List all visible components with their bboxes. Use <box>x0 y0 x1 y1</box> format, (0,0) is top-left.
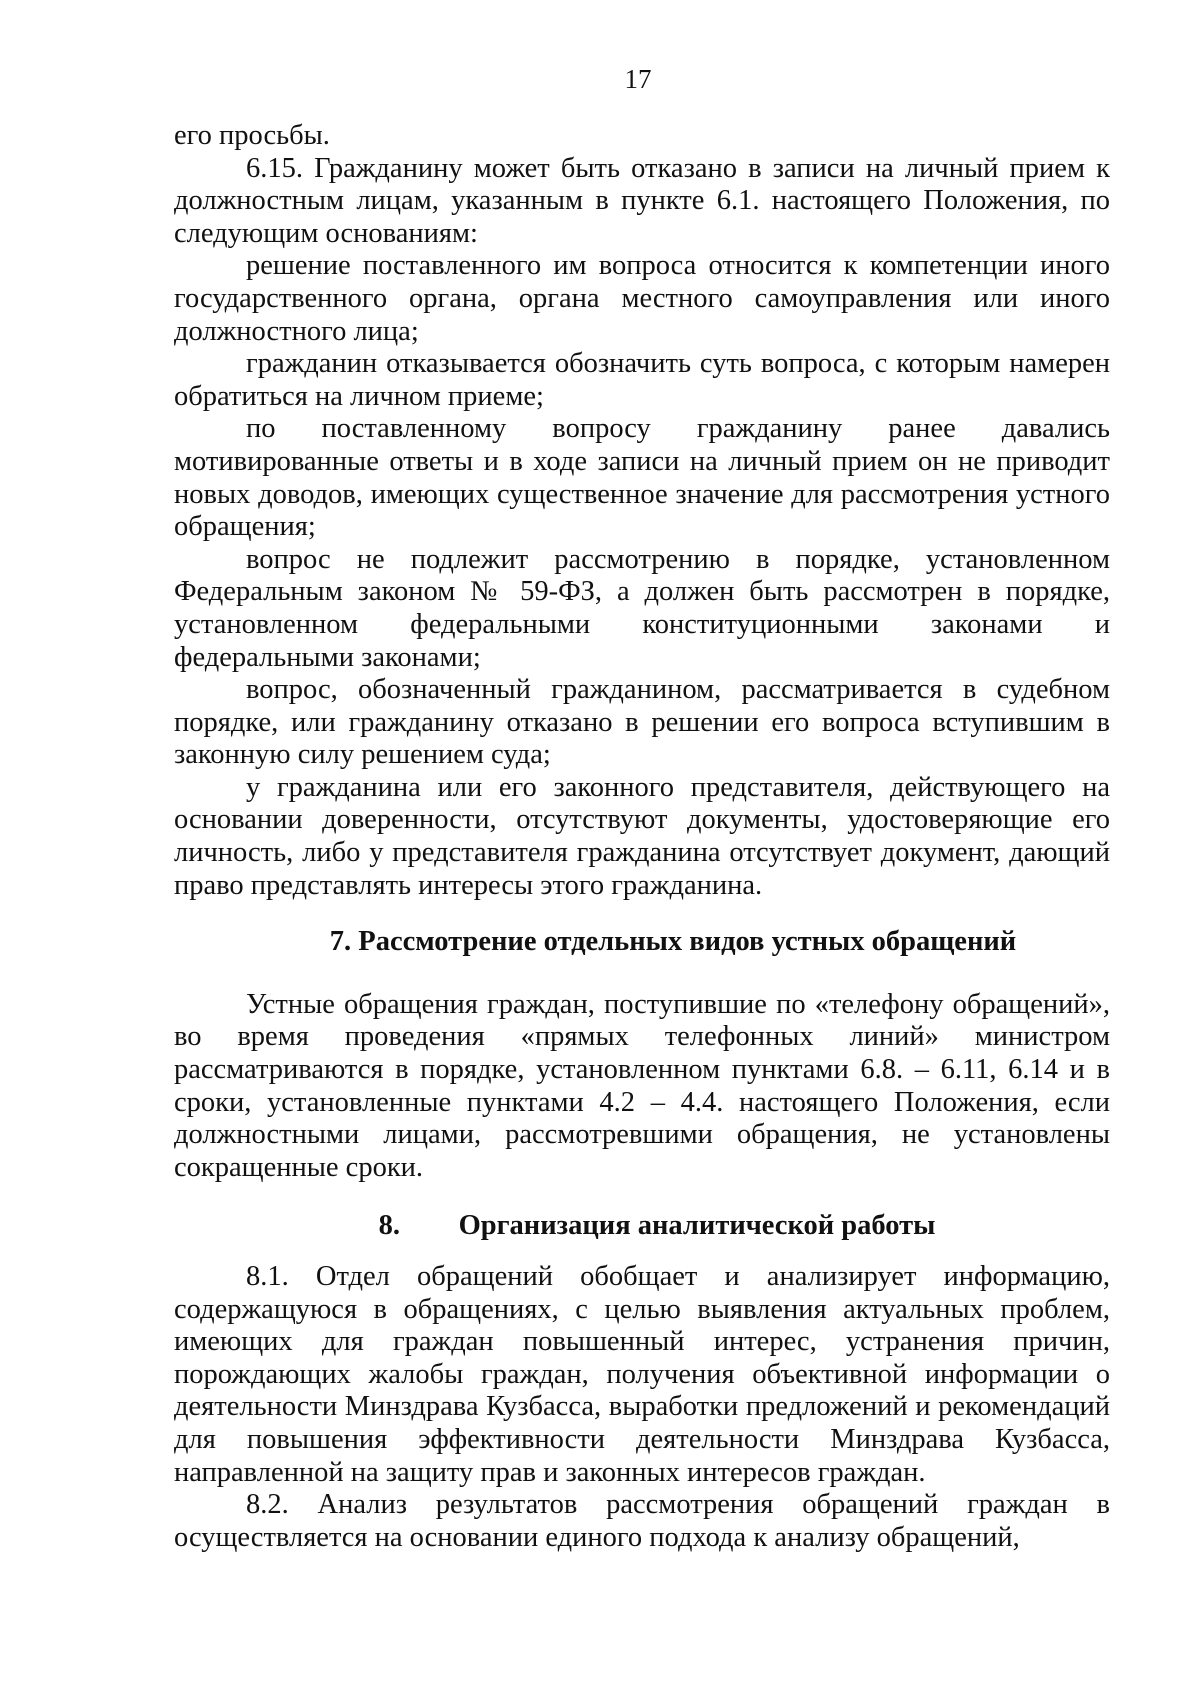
page-number: 17 <box>624 64 652 94</box>
list-item-refuses-essence: гражданин отказывается обозначить суть вопроса, с которым намерен обратиться на личном приеме; <box>174 348 1110 412</box>
section-8-heading <box>174 1210 1110 1243</box>
list-item-competence: решение поставленного им вопроса относится к компетенции иного государственного органа, органа местного самоуправления или иного должностного лица; <box>174 250 1110 347</box>
paragraph-6-15: 6.15. Гражданину может быть отказано в записи на личный прием к должностным лицам, указанным в пункте 6.1. настоящего Положения, по следующим основаниям: <box>174 152 1110 249</box>
paragraph-8-2: 8.2. Анализ результатов рассмотрения обращений граждан в осуществляется на основании единого подхода к анализу обращений, <box>174 1489 1110 1553</box>
section-7-heading: 7. Рассмотрение отдельных видов устных обращений <box>329 926 1017 958</box>
section-7-paragraph: Устные обращения граждан, поступившие по «телефону обращений», во время проведения «прямых телефонных линий» министром рассматриваются в порядке, установленном пунктами 6.8. – 6.11, 6.14 и в сроки, установленные пунктами 4.2 – 4.4. настоящего Положения, если должностными лицами, рассмотревшими обращения, не установлены сокращенные сроки. <box>174 988 1110 1183</box>
list-item-previous-answers: по поставленному вопросу гражданину ранее давались мотивированные ответы и в ходе записи на личный прием он не приводит новых доводов, имеющих существенное значение для рассмотрения устного обращения; <box>174 413 1110 543</box>
list-item-no-documents: у гражданина или его законного представителя, действующего на основании доверенности, отсутствуют документы, удостоверяющие его личность, либо у представителя гражданина отсутствует документ, дающий право представлять интересы этого гражданина. <box>174 771 1110 901</box>
list-item-not-subject: вопрос не подлежит рассмотрению в порядке, установленном Федеральным законом № 59-ФЗ, а должен быть рассмотрен в порядке, установленном федеральными конституционными законами и федеральными законами; <box>174 543 1110 673</box>
section-8-number: 8. <box>378 1210 400 1242</box>
document-body <box>174 120 1110 1554</box>
paragraph-continuation: его просьбы. <box>174 120 330 151</box>
paragraph-8-1: 8.1. Отдел обращений обобщает и анализирует информацию, содержащуюся в обращениях, с целью выявления актуальных проблем, имеющих для граждан повышенный интерес, устранения причин, порождающих жалобы граждан, получения объективной информации о деятельности Минздрава Кузбасса, выработки предложений и рекомендаций для повышения эффективности деятельности Минздрава Кузбасса, направленной на защиту прав и законных интересов граждан. <box>174 1261 1110 1488</box>
section-8-title: Организация аналитической работы <box>458 1210 936 1242</box>
list-item-judicial: вопрос, обозначенный гражданином, рассматривается в судебном порядке, или гражданину отказано в решении его вопроса вступившим в законную силу решением суда; <box>174 674 1110 771</box>
